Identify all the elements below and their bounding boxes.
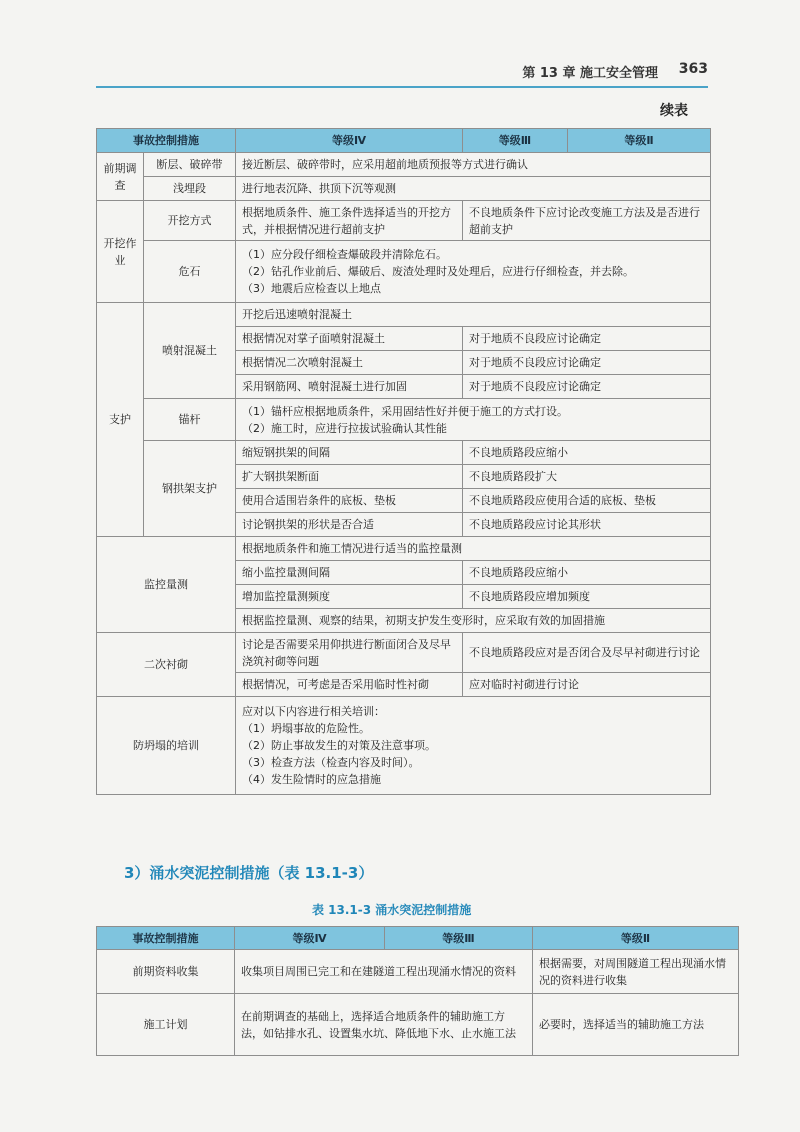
- header-level4: 等级Ⅳ: [235, 927, 385, 950]
- section-title: 3）涌水突泥控制措施（表 13.1-3）: [124, 864, 374, 882]
- chapter-title: 第 13 章 施工安全管理: [522, 66, 658, 81]
- cell-arch-b: 不良地质路段应缩小: [463, 441, 711, 465]
- table-row: [97, 177, 711, 201]
- header-measures: 事故控制措施: [97, 129, 236, 153]
- training-line: （2）防止事故发生的对策及注意事项。: [242, 739, 436, 752]
- group-excavation: 开挖作业: [97, 201, 144, 303]
- cell-shotcrete-a: 根据情况二次喷射混凝土: [236, 351, 463, 375]
- table-row: [97, 201, 711, 241]
- rock-line: （2）钻孔作业前后、爆破后、废渣处理时及处理后，应进行仔细检查，并去除。: [242, 265, 634, 278]
- table-row: [97, 697, 711, 795]
- row-label-fault: 断层、破碎带: [144, 153, 236, 177]
- row-label-plan: 施工计划: [97, 994, 235, 1056]
- cell-data-l2: 根据需要，对周围隧道工程出现涌水情况的资料进行收集: [533, 950, 739, 994]
- collapse-control-table: [96, 128, 711, 795]
- cell-arch-b: 不良地质路段应使用合适的底板、垫板: [463, 489, 711, 513]
- cell-shotcrete-a: 根据情况对掌子面喷射混凝土: [236, 327, 463, 351]
- cell-rock: [236, 241, 711, 303]
- cell-monitor-b: 不良地质路段应缩小: [463, 561, 711, 585]
- group-preliminary: 前期调查: [97, 153, 144, 201]
- cell-monitor-first: 根据地质条件和施工情况进行适当的监控量测: [236, 537, 711, 561]
- header-measures: 事故控制措施: [97, 927, 235, 950]
- row-label-rock: 危石: [144, 241, 236, 303]
- row-label-shotcrete: 喷射混凝土: [144, 303, 236, 399]
- training-line: 应对以下内容进行相关培训：: [242, 705, 385, 718]
- row-label-monitor: 监控量测: [97, 537, 236, 633]
- cell-shallow: 进行地表沉降、拱顶下沉等观测: [236, 177, 711, 201]
- table-row: [97, 303, 711, 327]
- table-row: [97, 633, 711, 673]
- table-row: [97, 241, 711, 303]
- header-level2: 等级Ⅱ: [568, 129, 711, 153]
- group-support: 支护: [97, 303, 144, 537]
- row-label-shallow: 浅埋段: [144, 177, 236, 201]
- cell-fault: 接近断层、破碎带时，应采用超前地质预报等方式进行确认: [236, 153, 711, 177]
- cell-arch-a: 使用合适围岩条件的底板、垫板: [236, 489, 463, 513]
- cell-arch-a: 讨论钢拱架的形状是否合适: [236, 513, 463, 537]
- header-level3: 等级Ⅲ: [385, 927, 533, 950]
- table-row: [97, 950, 739, 994]
- table-caption: 表 13.1-3 涌水突泥控制措施: [312, 903, 472, 917]
- rock-line: （3）地震后应检查以上地点: [242, 282, 381, 295]
- anchor-line: （1）锚杆应根据地质条件，采用固结性好并便于施工的方式打设。: [242, 404, 568, 418]
- cell-method-l4: 根据地质条件、施工条件选择适当的开挖方式，并根据情况进行超前支护: [236, 201, 463, 241]
- cell-shotcrete-b: 对于地质不良段应讨论确定: [463, 351, 711, 375]
- cell-monitor-a: 增加监控量测频度: [236, 585, 463, 609]
- cell-shotcrete-b: 对于地质不良段应讨论确定: [463, 375, 711, 399]
- row-label-training: 防坍塌的培训: [97, 697, 236, 795]
- table-row: [97, 441, 711, 465]
- cell-shotcrete-first: 开挖后迅速喷射混凝土: [236, 303, 711, 327]
- cell-anchor: [236, 399, 711, 441]
- table-row: [97, 994, 739, 1056]
- cell-training: [236, 697, 711, 795]
- table-row: [97, 537, 711, 561]
- header-level3: 等级Ⅲ: [463, 129, 568, 153]
- cell-plan-l43: 在前期调查的基础上，选择适合地质条件的辅助施工方法，如钻排水孔、设置集水坑、降低地下水、止水施工法: [235, 994, 533, 1056]
- cell-monitor-b: 不良地质路段应增加频度: [463, 585, 711, 609]
- table-row: [97, 399, 711, 441]
- cell-monitor-last: 根据监控量测、观察的结果，初期支护发生变形时，应采取有效的加固措施: [236, 609, 711, 633]
- running-header: [96, 60, 708, 88]
- cell-shotcrete-b: 对于地质不良段应讨论确定: [463, 327, 711, 351]
- training-line: （1）坍塌事故的危险性。: [242, 722, 370, 735]
- cell-lining-b: 不良地质路段应对是否闭合及尽早衬砌进行讨论: [463, 633, 711, 673]
- anchor-line: （2）施工时，应进行拉拔试验确认其性能: [242, 421, 447, 435]
- row-label-anchor: 锚杆: [144, 399, 236, 441]
- continued-label: 续表: [660, 103, 688, 119]
- cell-arch-a: 扩大钢拱架断面: [236, 465, 463, 489]
- training-line: （4）发生险情时的应急措施: [242, 773, 381, 786]
- header-level2: 等级Ⅱ: [533, 927, 739, 950]
- table-row: [97, 153, 711, 177]
- cell-shotcrete-a: 采用钢筋网、喷射混凝土进行加固: [236, 375, 463, 399]
- row-label-data: 前期资料收集: [97, 950, 235, 994]
- cell-lining-a: 根据情况，可考虑是否采用临时性衬砌: [236, 673, 463, 697]
- cell-lining-a: 讨论是否需要采用仰拱进行断面闭合及尽早浇筑衬砌等问题: [236, 633, 463, 673]
- page-number: 363: [678, 61, 708, 77]
- rock-line: （1）应分段仔细检查爆破段并清除危石。: [242, 248, 447, 261]
- header-level4: 等级Ⅳ: [236, 129, 463, 153]
- cell-arch-b: 不良地质路段应讨论其形状: [463, 513, 711, 537]
- cell-plan-l2: 必要时，选择适当的辅助施工方法: [533, 994, 739, 1056]
- row-label-lining: 二次衬砌: [97, 633, 236, 697]
- cell-monitor-a: 缩小监控量测间隔: [236, 561, 463, 585]
- cell-arch-b: 不良地质路段扩大: [463, 465, 711, 489]
- row-label-arch: 钢拱架支护: [144, 441, 236, 537]
- cell-arch-a: 缩短钢拱架的间隔: [236, 441, 463, 465]
- training-line: （3）检查方法（检查内容及时间）。: [242, 756, 420, 769]
- cell-lining-b: 应对临时衬砌进行讨论: [463, 673, 711, 697]
- water-inrush-table: [96, 926, 739, 1056]
- table-header-row: [97, 927, 739, 950]
- cell-method-l3: 不良地质条件下应讨论改变施工方法及是否进行超前支护: [463, 201, 711, 241]
- table-header-row: [97, 129, 711, 153]
- cell-data-l43: 收集项目周围已完工和在建隧道工程出现涌水情况的资料: [235, 950, 533, 994]
- row-label-method: 开挖方式: [144, 201, 236, 241]
